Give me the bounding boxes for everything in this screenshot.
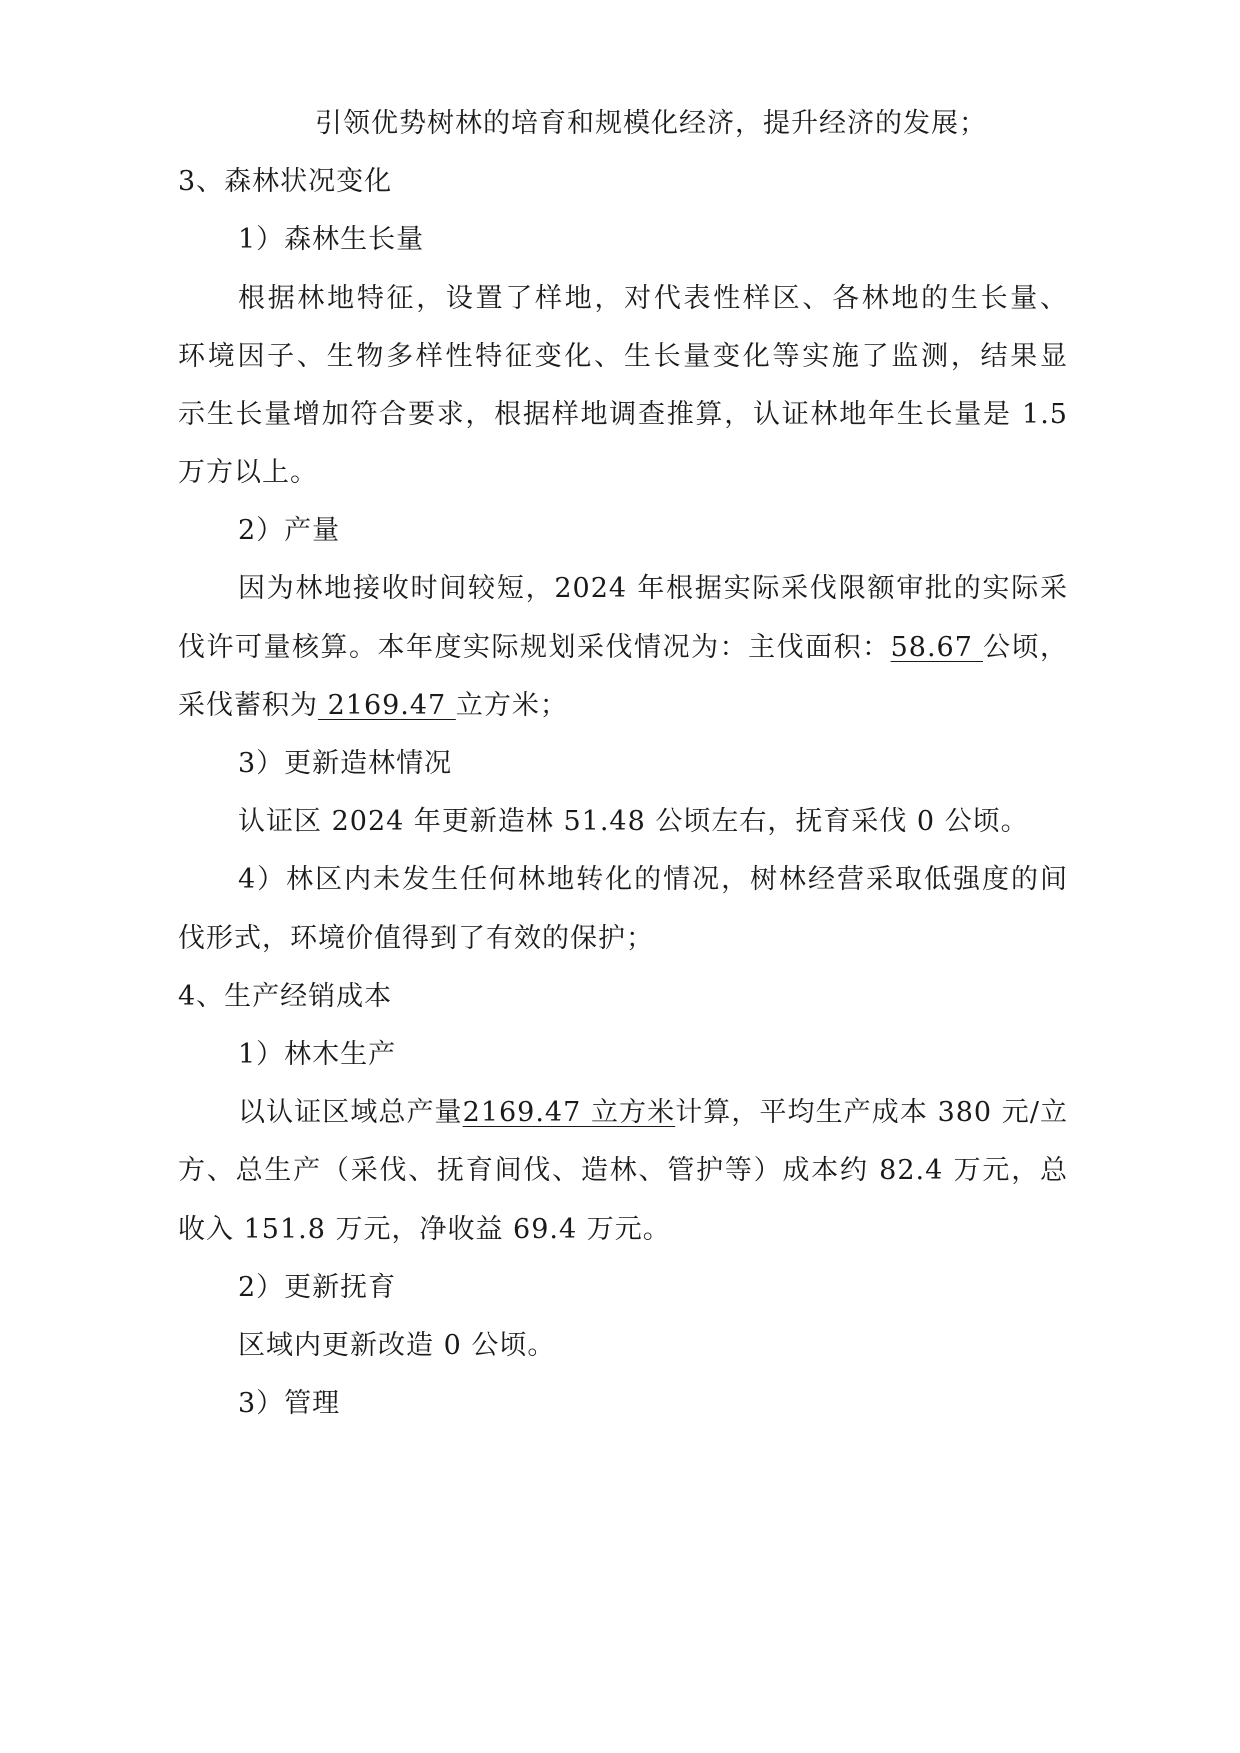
underlined-value: 2169.47 立方米 xyxy=(462,1097,676,1128)
paragraph-line: 4）林区内未发生任何林地转化的情况，树林经营采取低强度的间 xyxy=(238,864,1068,895)
paragraph-line: 引领优势树林的培育和规模化经济，提升经济的发展； xyxy=(315,108,987,139)
subsection-heading: 1）林木生产 xyxy=(238,1039,397,1070)
paragraph-line: 区域内更新改造 0 公顷。 xyxy=(238,1330,556,1361)
paragraph-line: 因为林地接收时间较短，2024 年根据实际采伐限额审批的实际采 xyxy=(238,573,1068,604)
paragraph-line xyxy=(178,631,1068,665)
subsection-heading: 3）更新造林情况 xyxy=(238,748,453,779)
subsection-heading: 2）产量 xyxy=(238,515,341,546)
paragraph-line: 根据林地特征，设置了样地，对代表性样区、各林地的生长量、 xyxy=(238,283,1068,314)
subsection-heading: 2）更新抚育 xyxy=(238,1272,397,1303)
underlined-value: 2169.47 xyxy=(318,690,456,721)
paragraph-line: 万方以上。 xyxy=(178,457,318,488)
text-segment: 采伐蓄积为 xyxy=(178,690,318,721)
underlined-value: 58.67 xyxy=(890,632,983,663)
subsection-heading: 3）管理 xyxy=(238,1388,341,1419)
paragraph-line: 伐形式，环境价值得到了有效的保护； xyxy=(178,923,654,954)
paragraph-line: 示生长量增加符合要求，根据样地调查推算，认证林地年生长量是 1.5 xyxy=(178,399,1068,430)
text-segment: 公顷， xyxy=(983,632,1069,663)
paragraph-line xyxy=(238,1096,1068,1130)
section-heading: 4、生产经销成本 xyxy=(178,981,393,1012)
text-segment: 计算，平均生产成本 380 元/立 xyxy=(675,1097,1069,1128)
paragraph-line: 环境因子、生物多样性特征变化、生长量变化等实施了监测，结果显 xyxy=(178,341,1068,372)
paragraph-line: 收入 151.8 万元，净收益 69.4 万元。 xyxy=(178,1214,671,1245)
paragraph-line: 认证区 2024 年更新造林 51.48 公顷左右，抚育采伐 0 公顷。 xyxy=(238,806,1029,837)
text-segment: 伐许可量核算。本年度实际规划采伐情况为：主伐面积： xyxy=(178,632,891,663)
text-segment: 以认证区域总产量 xyxy=(238,1097,463,1128)
text-segment: 立方米； xyxy=(455,690,568,721)
section-heading: 3、森林状况变化 xyxy=(178,166,393,197)
paragraph-line: 方、总生产（采伐、抚育间伐、造林、管护等）成本约 82.4 万元，总 xyxy=(178,1155,1068,1186)
paragraph-line xyxy=(178,689,1068,723)
subsection-heading: 1）森林生长量 xyxy=(238,224,425,255)
